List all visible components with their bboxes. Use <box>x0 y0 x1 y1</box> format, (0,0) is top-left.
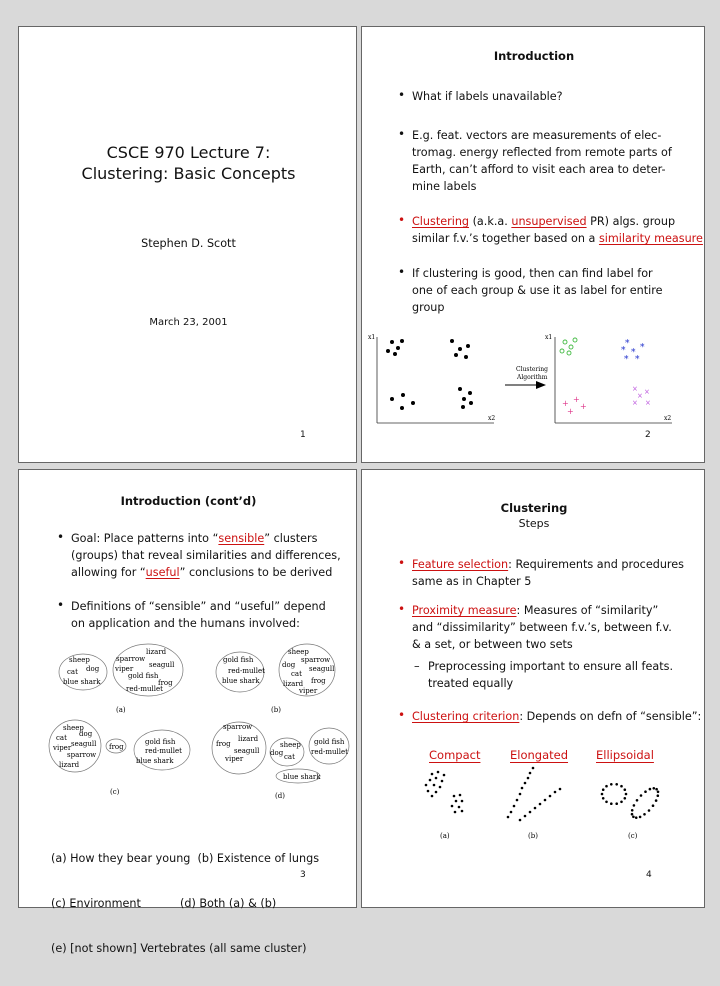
ellipse-dot <box>625 793 628 796</box>
svg-text:*: * <box>640 343 645 353</box>
bullet-icon: • <box>57 530 65 544</box>
svg-text:blue shark: blue shark <box>63 678 101 686</box>
date: March 23, 2001 <box>149 317 228 328</box>
ellipse-dot <box>653 787 656 790</box>
svg-text:sparrow: sparrow <box>116 655 146 663</box>
svg-text:sheep: sheep <box>63 724 84 732</box>
figure-b <box>216 644 335 714</box>
svg-text:dog: dog <box>282 661 296 669</box>
term-clustering: Clustering <box>412 215 470 228</box>
svg-text:seagull: seagull <box>71 740 97 748</box>
ellipse-dot <box>610 783 613 786</box>
term-sensible: sensible <box>218 532 265 545</box>
figure-caption: (b) <box>271 706 281 714</box>
svg-text:*: * <box>625 339 630 349</box>
slide-heading: Introduction <box>493 49 575 63</box>
slide-2 <box>361 26 705 463</box>
dash-icon: – <box>414 660 420 673</box>
svg-text:red-mullet: red-mullet <box>311 748 348 756</box>
arrow-label: Clustering <box>516 366 548 373</box>
svg-text:gold fish: gold fish <box>128 672 159 680</box>
axis-label: x1 <box>368 334 376 341</box>
slide-subheading: Steps <box>518 517 550 530</box>
svg-text:×: × <box>632 385 638 393</box>
svg-text:×: × <box>632 399 638 407</box>
svg-text:+: + <box>567 407 574 416</box>
svg-text:frog: frog <box>311 677 326 685</box>
cluster-purple <box>632 385 651 407</box>
ellipse-dot <box>632 816 635 819</box>
ellipse-dot <box>620 785 623 788</box>
slide-1 <box>18 26 357 463</box>
bullet-icon: • <box>398 265 406 279</box>
figure-caption: (b) <box>528 832 538 840</box>
svg-text:dog: dog <box>270 749 284 757</box>
ellipse-dot <box>657 794 660 797</box>
svg-text:cat: cat <box>56 734 67 742</box>
svg-text:sparrow: sparrow <box>67 751 97 759</box>
term-useful: useful <box>145 566 180 579</box>
compact-clusters <box>425 771 464 814</box>
term-clustering-criterion: Clustering criterion <box>412 710 520 723</box>
svg-text:+: + <box>580 402 587 411</box>
lecture-title: CSCE 970 Lecture 7: Clustering: Basic Concepts <box>81 143 296 183</box>
figure-legend: (a) How they bear young (b) Existence of lungs (c) Environment (d) Both (a) & (b) (e) [not shown] Vertebrates (all same cluster) <box>51 852 320 955</box>
ellipse-dot <box>636 799 639 802</box>
ellipse-dot <box>643 813 646 816</box>
bullet-icon: • <box>398 88 406 102</box>
term-unsupervised: unsupervised <box>511 215 587 228</box>
bullet-text: Goal: Place patterns into “sensible” clusters (groups) that reveal similarities and differences, allowing for “useful” conclusions to be derived <box>71 532 341 579</box>
svg-text:gold fish: gold fish <box>145 738 176 746</box>
bullet-icon: • <box>398 602 406 616</box>
clustering-figure <box>362 327 706 432</box>
figure-a <box>59 644 183 714</box>
ellipse-dot <box>615 783 618 786</box>
ellipse-dot <box>652 804 655 807</box>
term-feature-selection: Feature selection <box>412 558 509 571</box>
svg-text:dog: dog <box>79 730 93 738</box>
svg-text:+: + <box>573 395 580 404</box>
svg-text:×: × <box>645 399 651 407</box>
bullet-icon: • <box>398 127 406 141</box>
arrow-head-icon <box>536 381 546 389</box>
arrow-label: Algorithm <box>517 374 548 381</box>
svg-text:×: × <box>637 392 643 400</box>
term-similarity-measure: similarity measure <box>598 232 703 245</box>
svg-text:frog: frog <box>109 743 124 751</box>
bullet-icon: • <box>398 556 406 570</box>
ellipse-dot <box>610 802 613 805</box>
bullet-text: Feature selection: Requirements and procedures same as in Chapter 5 <box>412 558 684 588</box>
axis-label: x2 <box>664 415 672 422</box>
page-number: 3 <box>300 870 306 880</box>
page-number: 4 <box>646 870 652 880</box>
svg-text:lizard: lizard <box>59 761 80 769</box>
axis-label: x2 <box>488 415 496 422</box>
svg-text:cat: cat <box>284 753 295 761</box>
ellipse-dot <box>640 794 643 797</box>
svg-text:viper: viper <box>53 744 72 752</box>
svg-text:×: × <box>644 388 650 396</box>
figure-caption: (a) <box>440 832 450 840</box>
ellipse-dot <box>649 788 652 791</box>
term-proximity-measure: Proximity measure <box>412 604 517 617</box>
ellipse-dot <box>624 788 627 791</box>
svg-text:sheep: sheep <box>288 648 309 656</box>
svg-text:+: + <box>562 399 569 408</box>
svg-text:seagull: seagull <box>234 747 260 755</box>
bullet-text: What if labels unavailable? <box>412 90 563 103</box>
svg-text:*: * <box>624 355 629 365</box>
elongated-clusters <box>507 767 562 822</box>
author: Stephen D. Scott <box>141 237 236 250</box>
svg-text:cat: cat <box>291 670 302 678</box>
svg-text:sheep: sheep <box>69 656 90 664</box>
bullet-text: If clustering is good, then can find label for one of each group & use it as label for entire group <box>412 267 663 314</box>
slide-heading: Clustering <box>500 501 568 515</box>
cluster-magenta <box>562 395 587 416</box>
svg-text:gold fish: gold fish <box>223 656 254 664</box>
bullet-icon: • <box>57 598 65 612</box>
svg-text:red-mullet: red-mullet <box>228 667 265 675</box>
svg-text:lizard: lizard <box>238 735 259 743</box>
slide-3 <box>18 469 357 955</box>
svg-text:lizard: lizard <box>146 648 167 656</box>
ellipse-dot <box>655 799 658 802</box>
shape-label-elongated: Elongated <box>510 748 569 762</box>
cluster-blue <box>621 339 645 365</box>
slide-heading: Introduction (cont’d) <box>120 494 257 508</box>
bullet-icon: • <box>398 213 406 227</box>
sub-bullet-text: Preprocessing important to ensure all feats. treated equally <box>428 660 674 690</box>
ellipse-dot <box>620 801 623 804</box>
svg-text:*: * <box>631 348 636 358</box>
bullet-text: Clustering criterion: Depends on defn of “sensible”: <box>412 710 702 723</box>
svg-text:blue shark: blue shark <box>222 677 260 685</box>
bullet-text: E.g. feat. vectors are measurements of elec- tromag. energy reflected from remote parts of Earth, can’t afford to visit each area to deter- mine labels <box>412 129 672 193</box>
ellipse-dot <box>602 797 605 800</box>
svg-text:lizard: lizard <box>283 680 304 688</box>
ellipse-dot <box>605 785 608 788</box>
svg-text:sheep: sheep <box>280 741 301 749</box>
animal-clusters-figure <box>19 640 358 810</box>
bullet-icon: • <box>398 708 406 722</box>
ellipse-dot <box>655 788 658 791</box>
svg-text:dog: dog <box>86 665 100 673</box>
cluster-shapes-figure <box>362 766 706 856</box>
shape-label-compact: Compact <box>429 748 481 762</box>
svg-text:cat: cat <box>67 668 78 676</box>
cluster-green <box>560 338 577 355</box>
ellipse-dot <box>639 816 642 819</box>
svg-text:blue shark: blue shark <box>283 773 321 781</box>
figure-caption: (d) <box>275 792 285 800</box>
figure-c <box>49 720 190 796</box>
figure-caption: (a) <box>116 706 126 714</box>
svg-text:viper: viper <box>225 755 244 763</box>
left-plot <box>368 334 495 423</box>
ellipsoidal-clusters <box>601 783 660 819</box>
svg-text:red-mullet: red-mullet <box>145 747 182 755</box>
svg-text:frog: frog <box>158 679 173 687</box>
ellipse-dot <box>615 802 618 805</box>
figure-caption: (c) <box>628 832 638 840</box>
svg-text:seagull: seagull <box>309 665 335 673</box>
page-number: 2 <box>645 430 651 440</box>
svg-text:*: * <box>635 355 640 365</box>
svg-text:viper: viper <box>299 687 318 695</box>
ellipse-dot <box>644 790 647 793</box>
svg-text:red-mullet: red-mullet <box>126 685 163 693</box>
ellipse-dot <box>601 793 604 796</box>
svg-text:*: * <box>621 346 626 356</box>
svg-text:blue shark: blue shark <box>136 757 174 765</box>
slide-4 <box>361 469 705 908</box>
ellipse-dot <box>633 804 636 807</box>
bullet-text: Proximity measure: Measures of “similarity” and “dissimilarity” between f.v.’s, between f.v. & a set, or between two sets <box>412 604 672 651</box>
figure-caption: (c) <box>110 788 120 796</box>
ellipse-dot <box>635 816 638 819</box>
ellipse-dot <box>624 797 627 800</box>
svg-text:viper: viper <box>115 665 134 673</box>
ellipse-dot <box>631 809 634 812</box>
right-plot <box>545 334 672 423</box>
svg-text:sparrow: sparrow <box>301 656 331 664</box>
svg-text:gold fish: gold fish <box>314 738 345 746</box>
figure-d <box>212 722 349 800</box>
data-points <box>386 339 473 410</box>
ellipse-dot <box>657 791 660 794</box>
axis-label: x1 <box>545 334 553 341</box>
page-number: 1 <box>300 430 306 440</box>
ellipse-dot <box>648 809 651 812</box>
bullet-text: Clustering (a.k.a. unsupervised PR) algs. group similar f.v.’s together based on a similarity measure <box>412 215 703 245</box>
ellipse-dot <box>631 813 634 816</box>
svg-text:frog: frog <box>216 740 231 748</box>
shape-label-ellipsoidal: Ellipsoidal <box>596 748 654 762</box>
svg-text:sparrow: sparrow <box>223 723 253 731</box>
svg-text:seagull: seagull <box>149 661 175 669</box>
ellipse-dot <box>602 788 605 791</box>
ellipse-dot <box>605 801 608 804</box>
bullet-text: Definitions of “sensible” and “useful” depend on application and the humans involved: <box>71 600 326 630</box>
